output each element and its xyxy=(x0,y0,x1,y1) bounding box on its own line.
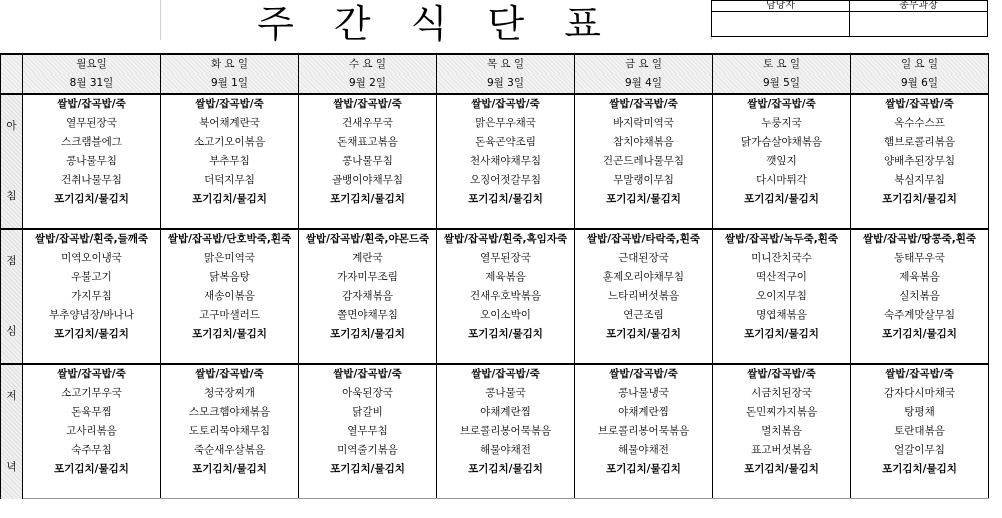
menu-item xyxy=(23,209,161,229)
menu-item xyxy=(713,209,851,229)
kimchi-cell: 포기김치/물김치 xyxy=(437,325,575,344)
menu-item: 야채계란찜 xyxy=(575,403,713,422)
menu-item: 토란대볶음 xyxy=(851,422,989,441)
menu-item xyxy=(437,209,575,229)
menu-item xyxy=(851,479,989,499)
menu-item: 참치야채볶음 xyxy=(575,133,713,152)
menu-item: 닭복음탕 xyxy=(161,268,299,287)
day-name: 금 요 일 xyxy=(575,54,713,74)
menu-item: 건취나물무침 xyxy=(23,171,161,190)
menu-item: 아욱된장국 xyxy=(299,384,437,403)
staple-cell: 쌀밥/잡곡밥/죽 xyxy=(437,94,575,114)
day-date: 9월 1일 xyxy=(161,74,299,94)
menu-item: 돈육곤약조림 xyxy=(437,133,575,152)
menu-item: 떡산적구이 xyxy=(713,268,851,287)
approval-sign-manager[interactable] xyxy=(850,12,988,37)
weekly-menu-table xyxy=(0,53,989,499)
menu-item: 미역줄기볶음 xyxy=(299,441,437,460)
staple-cell: 쌀밥/잡곡밥/죽 xyxy=(23,94,161,114)
grid-line xyxy=(160,0,161,40)
menu-item xyxy=(437,344,575,364)
menu-item xyxy=(161,344,299,364)
kimchi-cell: 포기김치/물김치 xyxy=(161,325,299,344)
menu-item: 느타리버섯볶음 xyxy=(575,287,713,306)
menu-item: 바지락미역국 xyxy=(575,114,713,133)
day-name: 월요일 xyxy=(23,54,161,74)
menu-item: 브로콜리봉어묵볶음 xyxy=(575,422,713,441)
menu-item: 스모크햄야채볶음 xyxy=(161,403,299,422)
menu-item: 표고버섯볶음 xyxy=(713,441,851,460)
kimchi-cell: 포기김치/물김치 xyxy=(713,325,851,344)
menu-item: 열무된장국 xyxy=(437,249,575,268)
menu-item: 부추양념장/바나나 xyxy=(23,306,161,325)
menu-item: 열무된장국 xyxy=(23,114,161,133)
menu-item: 무말랭이무침 xyxy=(575,171,713,190)
kimchi-cell: 포기김치/물김치 xyxy=(161,460,299,479)
menu-item: 천사채야채무침 xyxy=(437,152,575,171)
staple-cell: 쌀밥/잡곡밥/죽 xyxy=(161,94,299,114)
kimchi-cell: 포기김치/물김치 xyxy=(299,460,437,479)
menu-item: 돈채표고볶음 xyxy=(299,133,437,152)
staple-cell: 쌀밥/잡곡밥/죽 xyxy=(851,364,989,384)
meal-label-bottom: 심 xyxy=(6,325,17,337)
kimchi-cell: 포기김치/물김치 xyxy=(713,190,851,209)
menu-item: 오징어젓갈무침 xyxy=(437,171,575,190)
meal-label-top: 점 xyxy=(6,255,17,267)
menu-item: 명엽채볶음 xyxy=(713,306,851,325)
menu-item: 훈제오리야채무침 xyxy=(575,268,713,287)
day-name: 수 요 일 xyxy=(299,54,437,74)
menu-item: 미역오이냉국 xyxy=(23,249,161,268)
staple-cell: 쌀밥/잡곡밥/죽 xyxy=(437,364,575,384)
kimchi-cell: 포기김치/물김치 xyxy=(23,190,161,209)
staple-cell: 쌀밥/잡곡밥/죽 xyxy=(575,94,713,114)
menu-item: 양배추된장무침 xyxy=(851,152,989,171)
menu-item: 오이소박이 xyxy=(437,306,575,325)
staple-cell: 쌀밥/잡곡밥/흰죽,흑임자죽 xyxy=(437,229,575,249)
staple-cell: 쌀밥/잡곡밥/녹두죽,흰죽 xyxy=(713,229,851,249)
menu-item: 건새우무국 xyxy=(299,114,437,133)
approval-label-manager: 총무과장 xyxy=(850,1,988,12)
menu-item: 고사리볶음 xyxy=(23,422,161,441)
menu-item: 돈육무찜 xyxy=(23,403,161,422)
menu-item xyxy=(161,479,299,499)
kimchi-cell: 포기김치/물김치 xyxy=(437,460,575,479)
menu-item xyxy=(23,344,161,364)
menu-item: 멸치볶음 xyxy=(713,422,851,441)
menu-item: 소고기무우국 xyxy=(23,384,161,403)
menu-item: 고구마샐러드 xyxy=(161,306,299,325)
menu-item: 숙주무침 xyxy=(23,441,161,460)
meal-label-bottom: 녁 xyxy=(6,460,17,473)
day-date: 9월 5일 xyxy=(713,74,851,94)
menu-item xyxy=(851,344,989,364)
day-date: 9월 2일 xyxy=(299,74,437,94)
menu-item xyxy=(299,344,437,364)
menu-item: 스크램블에그 xyxy=(23,133,161,152)
day-date: 8월 31일 xyxy=(23,74,161,94)
menu-item: 제육볶음 xyxy=(851,268,989,287)
kimchi-cell: 포기김치/물김치 xyxy=(23,325,161,344)
kimchi-cell: 포기김치/물김치 xyxy=(851,190,989,209)
day-date: 9월 4일 xyxy=(575,74,713,94)
menu-item: 얼갈이무침 xyxy=(851,441,989,460)
meal-label-top: 저 xyxy=(6,390,17,402)
menu-item: 누룽지국 xyxy=(713,114,851,133)
menu-item: 탕평채 xyxy=(851,403,989,422)
kimchi-cell: 포기김치/물김치 xyxy=(299,325,437,344)
menu-item: 돈민찌가지볶음 xyxy=(713,403,851,422)
staple-cell: 쌀밥/잡곡밥/죽 xyxy=(23,364,161,384)
approval-box xyxy=(711,0,988,37)
menu-item: 가자미무조림 xyxy=(299,268,437,287)
kimchi-cell: 포기김치/물김치 xyxy=(23,460,161,479)
menu-item: 근대된장국 xyxy=(575,249,713,268)
menu-item: 연근조림 xyxy=(575,306,713,325)
staple-cell: 쌀밥/잡곡밥/죽 xyxy=(851,94,989,114)
menu-item: 계란국 xyxy=(299,249,437,268)
staple-cell: 쌀밥/잡곡밥/죽 xyxy=(161,364,299,384)
menu-item xyxy=(575,344,713,364)
menu-item xyxy=(437,479,575,499)
menu-item: 해물야채전 xyxy=(575,441,713,460)
kimchi-cell: 포기김치/물김치 xyxy=(437,190,575,209)
menu-item: 미니잔치국수 xyxy=(713,249,851,268)
approval-sign-staff[interactable] xyxy=(712,12,850,37)
staple-cell: 쌀밥/잡곡밥/흰죽,야몬드죽 xyxy=(299,229,437,249)
approval-label-staff: 담당자 xyxy=(712,1,850,12)
day-date: 9월 6일 xyxy=(851,74,989,94)
menu-item: 야채계란찜 xyxy=(437,403,575,422)
menu-item: 청국장찌개 xyxy=(161,384,299,403)
staple-cell: 쌀밥/잡곡밥/죽 xyxy=(575,364,713,384)
menu-item: 골뱅이야채무침 xyxy=(299,171,437,190)
staple-cell: 쌀밥/잡곡밥/죽 xyxy=(713,94,851,114)
kimchi-cell: 포기김치/물김치 xyxy=(575,325,713,344)
menu-item: 실치볶음 xyxy=(851,287,989,306)
day-name: 토 요 일 xyxy=(713,54,851,74)
staple-cell: 쌀밥/잡곡밥/죽 xyxy=(713,364,851,384)
menu-item: 쫄면야채무침 xyxy=(299,306,437,325)
menu-item: 제육볶음 xyxy=(437,268,575,287)
menu-item: 새송이볶음 xyxy=(161,287,299,306)
day-name: 화 요 일 xyxy=(161,54,299,74)
menu-item: 콩나물무침 xyxy=(299,152,437,171)
staple-cell: 쌀밥/잡곡밥/죽 xyxy=(299,364,437,384)
menu-item xyxy=(851,209,989,229)
menu-item: 건곤드레나물무침 xyxy=(575,152,713,171)
menu-item: 북심지무침 xyxy=(851,171,989,190)
menu-item xyxy=(713,344,851,364)
staple-cell: 쌀밥/잡곡밥/땅콩죽,흰죽 xyxy=(851,229,989,249)
menu-item: 콩나물무침 xyxy=(23,152,161,171)
menu-item xyxy=(299,479,437,499)
menu-item: 부추무침 xyxy=(161,152,299,171)
kimchi-cell: 포기김치/물김치 xyxy=(713,460,851,479)
kimchi-cell: 포기김치/물김치 xyxy=(575,460,713,479)
menu-item: 더덕지무침 xyxy=(161,171,299,190)
day-name: 일 요 일 xyxy=(851,54,989,74)
menu-item: 옥수수스프 xyxy=(851,114,989,133)
menu-item xyxy=(575,209,713,229)
menu-item: 다시마튀각 xyxy=(713,171,851,190)
day-date: 9월 3일 xyxy=(437,74,575,94)
menu-item: 우불고기 xyxy=(23,268,161,287)
meal-label xyxy=(1,229,23,364)
menu-item: 오이지무침 xyxy=(713,287,851,306)
menu-item: 닭가슴살야채볶음 xyxy=(713,133,851,152)
kimchi-cell: 포기김치/물김치 xyxy=(851,325,989,344)
corner-cell xyxy=(1,54,23,94)
menu-item xyxy=(299,209,437,229)
meal-label xyxy=(1,94,23,229)
menu-item: 콩나물국 xyxy=(437,384,575,403)
menu-item: 깻잎지 xyxy=(713,152,851,171)
kimchi-cell: 포기김치/물김치 xyxy=(851,460,989,479)
menu-item: 맑은무우채국 xyxy=(437,114,575,133)
menu-item: 도토리묵야채무침 xyxy=(161,422,299,441)
menu-item: 죽순새우살볶음 xyxy=(161,441,299,460)
menu-item: 시금치된장국 xyxy=(713,384,851,403)
meal-label-top: 아 xyxy=(6,120,17,132)
menu-item: 열무무침 xyxy=(299,422,437,441)
kimchi-cell: 포기김치/물김치 xyxy=(161,190,299,209)
staple-cell: 쌀밥/잡곡밥/흰죽,들깨죽 xyxy=(23,229,161,249)
menu-item: 콩나물냉국 xyxy=(575,384,713,403)
menu-item: 감자다시마채국 xyxy=(851,384,989,403)
kimchi-cell: 포기김치/물김치 xyxy=(575,190,713,209)
menu-item: 닭갈비 xyxy=(299,403,437,422)
menu-item: 소고기오이볶음 xyxy=(161,133,299,152)
menu-item: 건새우호박볶음 xyxy=(437,287,575,306)
menu-item: 맑은미역국 xyxy=(161,249,299,268)
day-name: 목 요 일 xyxy=(437,54,575,74)
staple-cell: 쌀밥/잡곡밥/죽 xyxy=(299,94,437,114)
staple-cell: 쌀밥/잡곡밥/타락죽,흰죽 xyxy=(575,229,713,249)
menu-item xyxy=(713,479,851,499)
kimchi-cell: 포기김치/물김치 xyxy=(299,190,437,209)
menu-item: 감자채볶음 xyxy=(299,287,437,306)
menu-item xyxy=(161,209,299,229)
page-title: 주 간 식 단 표 xyxy=(257,1,615,46)
menu-item: 해물야채전 xyxy=(437,441,575,460)
menu-item xyxy=(23,479,161,499)
menu-item xyxy=(575,479,713,499)
menu-item: 숙주계맛살무침 xyxy=(851,306,989,325)
menu-item: 브로콜리봉어묵볶음 xyxy=(437,422,575,441)
menu-item: 북어채계란국 xyxy=(161,114,299,133)
menu-item: 햄브로콜리볶음 xyxy=(851,133,989,152)
staple-cell: 쌀밥/잡곡밥/단호박죽,흰죽 xyxy=(161,229,299,249)
menu-item: 동태무우국 xyxy=(851,249,989,268)
meal-label-bottom: 침 xyxy=(6,190,17,202)
menu-item: 가지무침 xyxy=(23,287,161,306)
meal-label xyxy=(1,364,23,499)
